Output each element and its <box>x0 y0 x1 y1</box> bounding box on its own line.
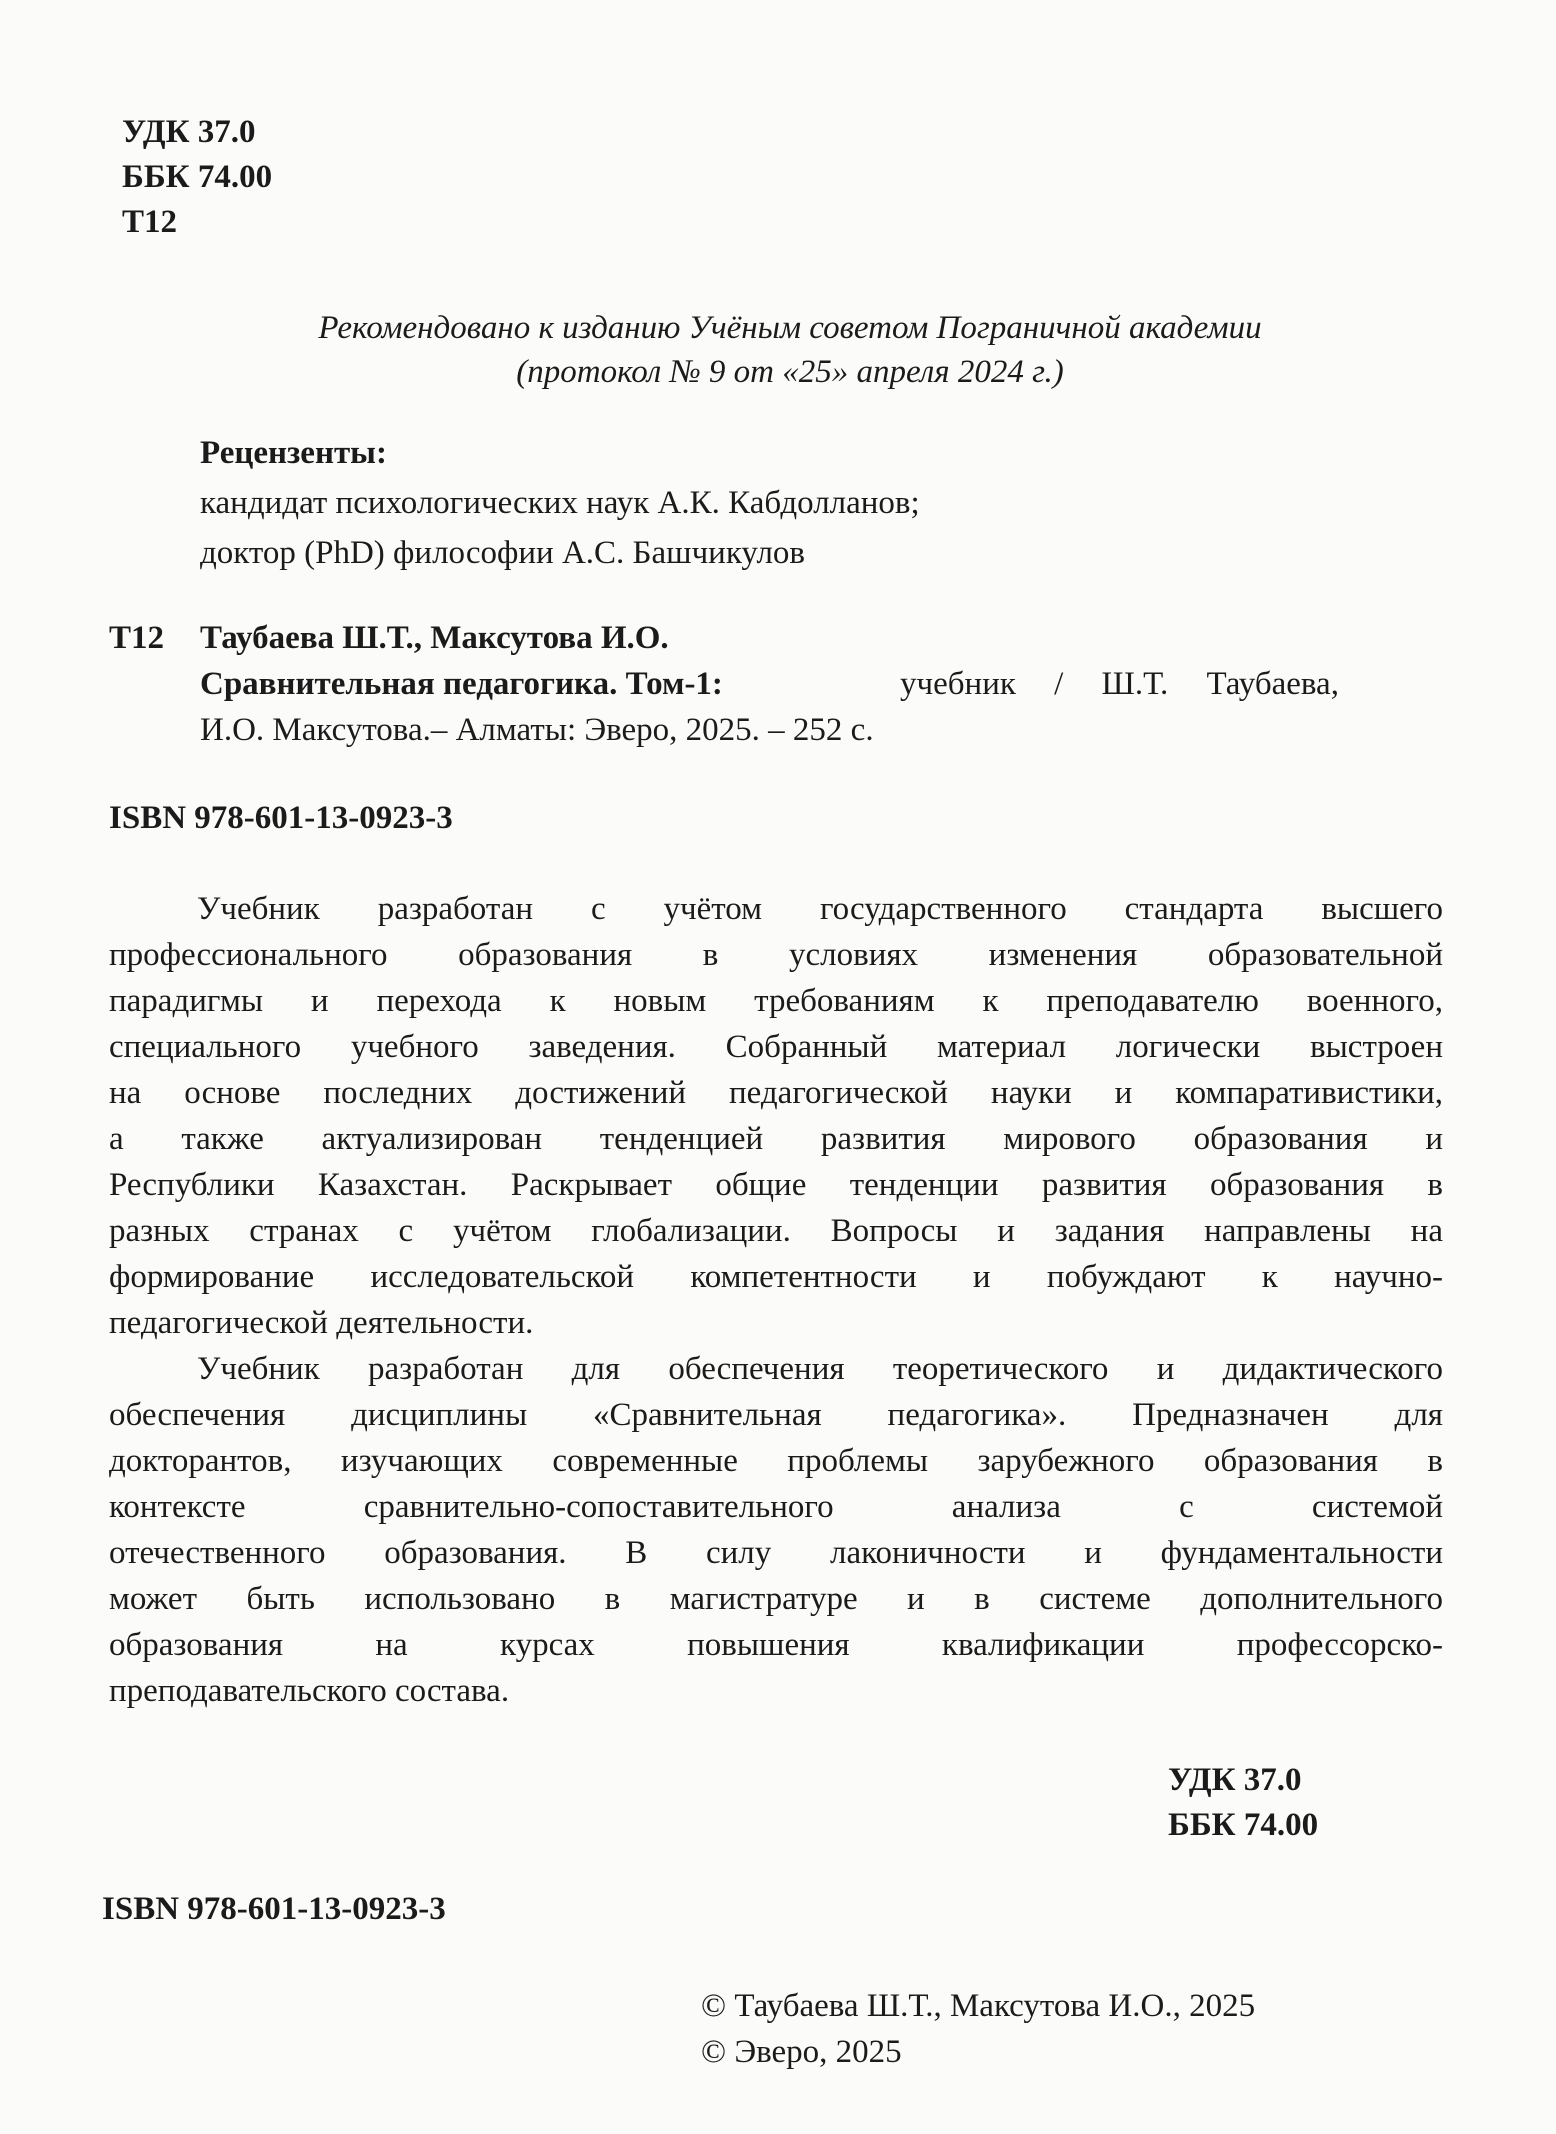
reviewers-heading: Рецензенты: <box>200 435 387 471</box>
bibliographic-publication: И.О. Максутова.– Алматы: Эверо, 2025. – 252 с. <box>200 712 874 748</box>
abstract-line: Учебник разработан с учётом государственного стандарта высшего <box>197 891 1443 927</box>
abstract-paragraph <box>109 1346 1443 1714</box>
abstract-line: Учебник разработан для обеспечения теоретического и дидактического <box>197 1351 1443 1387</box>
abstract <box>109 886 1443 1714</box>
bibliographic-record <box>200 615 1440 753</box>
copyright-publisher: © Эверо, 2025 <box>701 2034 902 2070</box>
abstract-line: педагогической деятельности. <box>109 1305 534 1341</box>
abstract-paragraph <box>109 886 1443 1346</box>
reviewers-block <box>200 430 920 576</box>
bibliographic-mark: Т12 <box>109 620 165 656</box>
bbk-code: ББК 74.00 <box>122 159 273 195</box>
book-type-authors: учебник / Ш.Т. Таубаева, <box>900 666 1339 702</box>
udk-code: УДК 37.0 <box>122 114 256 150</box>
abstract-line: разных странах с учётом глобализации. Вопросы и задания направлены на <box>109 1213 1443 1249</box>
isbn-top: ISBN 978-601-13-0923-3 <box>109 800 453 836</box>
isbn-bottom: ISBN 978-601-13-0923-3 <box>102 1891 446 1927</box>
abstract-line: образования на курсах повышения квалификации профессорско- <box>109 1627 1443 1663</box>
abstract-line: контексте сравнительно-сопоставительного анализа с системой <box>109 1489 1443 1525</box>
abstract-line: специального учебного заведения. Собранный материал логически выстроен <box>109 1029 1443 1065</box>
copyright-authors: © Таубаева Ш.Т., Максутова И.О., 2025 <box>701 1988 1256 2024</box>
abstract-line: может быть использовано в магистратуре и в системе дополнительного <box>109 1581 1443 1617</box>
abstract-line: а также актуализирован тенденцией развития мирового образования и <box>109 1121 1443 1157</box>
recommendation-protocol: (протокол № 9 от «25» апреля 2024 г.) <box>516 354 1064 390</box>
abstract-line: отечественного образования. В силу лаконичности и фундаментальности <box>109 1535 1443 1571</box>
abstract-line: преподавательского состава. <box>109 1673 510 1709</box>
classification-codes-top <box>122 110 272 245</box>
author-mark: Т12 <box>122 204 178 240</box>
abstract-line: Республики Казахстан. Раскрывает общие тенденции развития образования в <box>109 1167 1443 1203</box>
abstract-line: докторантов, изучающих современные проблемы зарубежного образования в <box>109 1443 1443 1479</box>
recommendation-line: Рекомендовано к изданию Учёным советом Пограничной академии <box>318 310 1262 346</box>
abstract-line: на основе последних достижений педагогической науки и компаративистики, <box>109 1075 1443 1111</box>
book-title: Сравнительная педагогика. Том-1: <box>200 666 723 702</box>
abstract-line: обеспечения дисциплины «Сравнительная педагогика». Предназначен для <box>109 1397 1443 1433</box>
recommendation-note <box>150 305 1430 395</box>
abstract-line: формирование исследовательской компетентности и побуждают к научно- <box>109 1259 1443 1295</box>
reviewer-item: кандидат психологических наук А.К. Кабдолланов; <box>200 485 920 521</box>
bibliographic-authors: Таубаева Ш.Т., Максутова И.О. <box>200 620 669 656</box>
classification-codes-bottom <box>1168 1758 1318 1848</box>
copyright-block <box>701 1983 1255 2075</box>
reviewer-item: доктор (PhD) философии А.С. Башчикулов <box>200 535 805 571</box>
udk-code: УДК 37.0 <box>1168 1762 1302 1798</box>
abstract-line: парадигмы и перехода к новым требованиям к преподавателю военного, <box>109 983 1443 1019</box>
bbk-code: ББК 74.00 <box>1168 1807 1319 1843</box>
bibliographic-title-line <box>200 661 1440 707</box>
abstract-line: профессионального образования в условиях изменения образовательной <box>109 937 1443 973</box>
